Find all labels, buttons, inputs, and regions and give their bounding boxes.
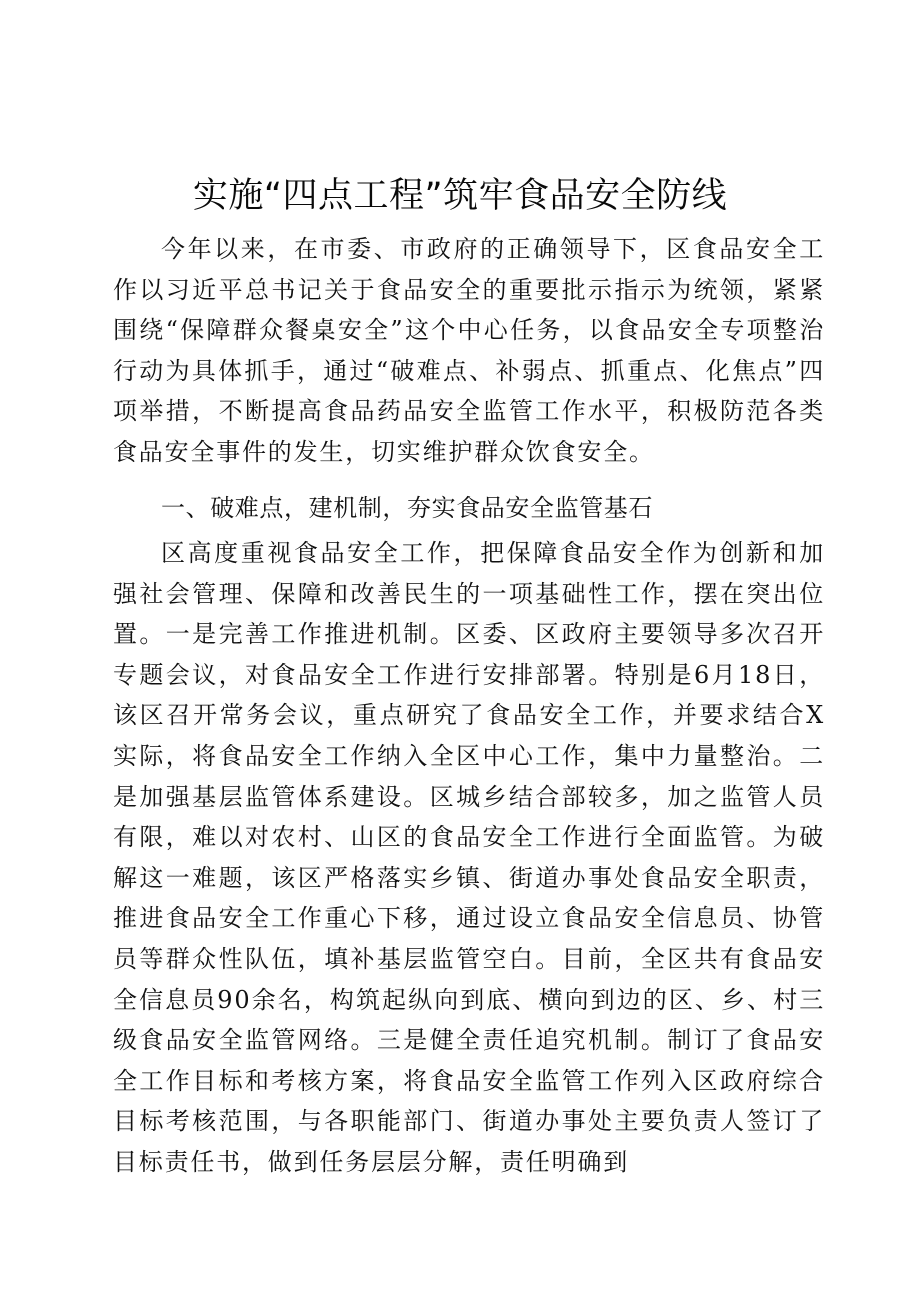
section-1-paragraph: 区高度重视食品安全工作，把保障食品安全作为创新和加强社会管理、保障和改善民生的一项基础性工作，摆在突出位置。一是完善工作推进机制。区委、区政府主要领导多次召开专题会议，对食品安全工作进行安排部署。特别是6月18日，该区召开常务会议，重点研究了食品安全工作，并要求结合X实际，将食品安全工作纳入全区中心工作，集中力量整治。二是加强基层监管体系建设。区城乡结合部较多，加之监管人员有限，难以对农村、山区的食品安全工作进行全面监管。为破解这一难题，该区严格落实乡镇、街道办事处食品安全职责，推进食品安全工作重心下移，通过设立食品安全信息员、协管员等群众性队伍，填补基层监管空白。目前，全区共有食品安全信息员90余名，构筑起纵向到底、横向到边的区、乡、村三级食品安全监管网络。三是健全责任追究机制。制订了食品安全工作目标和考核方案，将食品安全监管工作列入区政府综合目标考核范围，与各职能部门、街道办事处主要负责人签订了目标责任书，做到任务层层分解，责任明确到 xyxy=(113,539,825,1176)
intro-paragraph: 今年以来，在市委、市政府的正确领导下，区食品安全工作以习近平总书记关于食品安全的重要批示指示为统领，紧紧围绕“保障群众餐桌安全”这个中心任务，以食品安全专项整治行动为具体抓手，通过“破难点、补弱点、抓重点、化焦点”四项举措，不断提高食品药品安全监管工作水平，积极防范各类食品安全事件的发生，切实维护群众饮食安全。 xyxy=(113,235,825,466)
section-heading-1: 一、破难点，建机制，夯实食品安全监管基石 xyxy=(161,494,653,522)
document-title: 实施“四点工程”筑牢食品安全防线 xyxy=(192,176,728,216)
